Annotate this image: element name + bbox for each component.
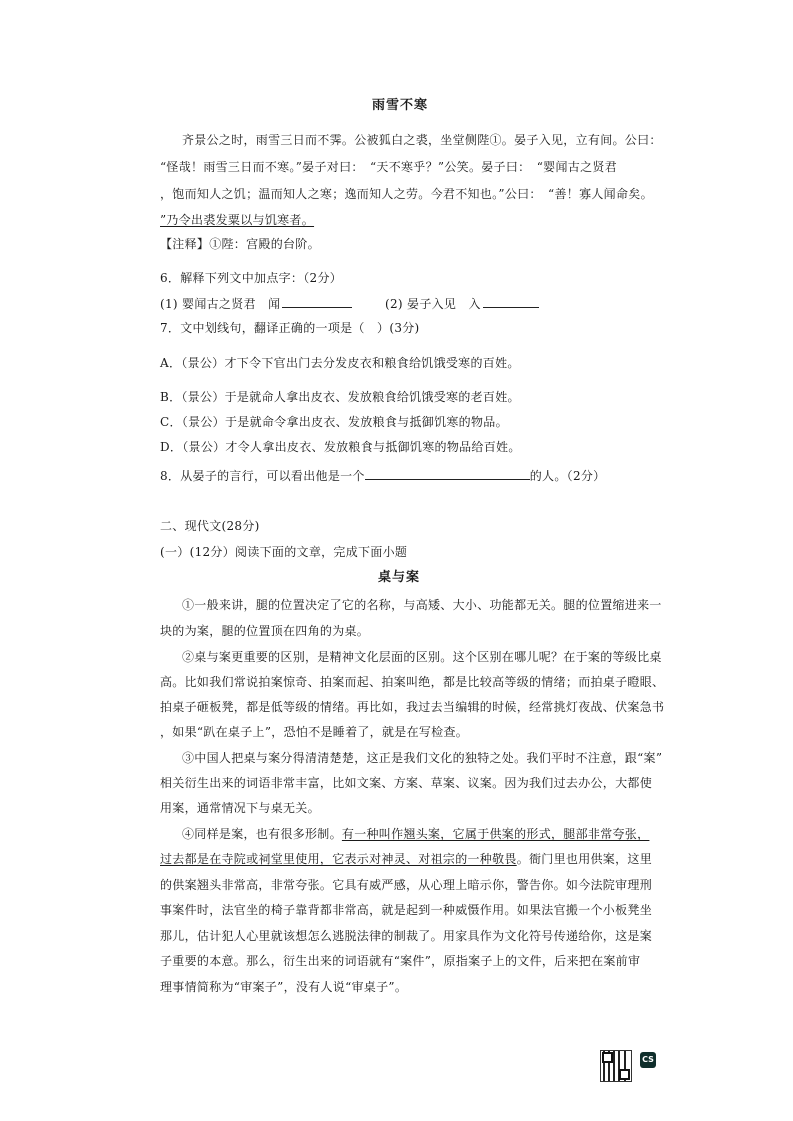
- article-line: 高。比如我们常说拍案惊奇、拍案而起、拍案叫绝，都是比较高等级的情绪；而拍桌子瞪眼、: [160, 675, 665, 689]
- article-line: [182, 826, 649, 842]
- question-6-item-2: [385, 295, 539, 312]
- article-line: 拍桌子砸板凳，都是低等级的情绪。再比如，我过去当编辑的时候，经常挑灯夜战、伏案急书: [160, 700, 665, 714]
- question-8-suffix: 的人。（2分）: [529, 469, 606, 483]
- article-line: ③中国人把桌与案分得清清楚楚，这正是我们文化的独特之处。我们平时不注意，跟“案”: [182, 751, 663, 765]
- option-c: C．（景公）于是就命令拿出皮衣、发放粮食与抵御饥寒的物品。: [160, 415, 508, 429]
- article-line: 子重要的本意。那么，衍生出来的词语就有“案件”，原指案子上的文件，后来把在案前审: [160, 954, 641, 968]
- annotation-note: 【注释】①陛：宫殿的台阶。: [160, 237, 320, 251]
- article-title: 桌与案: [378, 570, 421, 585]
- answer-blank[interactable]: [365, 467, 530, 480]
- question-6-item-1-text: (1) 婴闻古之贤君 闻: [160, 297, 281, 311]
- answer-blank[interactable]: [282, 295, 352, 308]
- passage-line: 齐景公之时，雨雪三日而不霁。公被狐白之裘，坐堂侧陛①。晏子入见，立有间。公曰：: [182, 133, 662, 147]
- article-line-text: 。衙门里也用供案，这里: [516, 852, 653, 866]
- question-6-item-2-text: (2) 晏子入见 入: [385, 297, 481, 311]
- underlined-sentence: 有一种叫作翘头案，它属于供案的形式，腿部非常夸张，: [341, 827, 650, 841]
- question-8-prefix: 8．从晏子的言行，可以看出他是一个: [160, 469, 365, 483]
- question-7: 7．文中划线句，翻译正确的一项是（ ）(3分): [160, 321, 420, 335]
- question-6-item-1: [160, 295, 352, 312]
- option-d: D．（景公）才令人拿出皮衣、发放粮食与抵御饥寒的物品给百姓。: [160, 440, 521, 454]
- article-line: 理事情简称为“审案子”，没有人说“审桌子”。: [160, 980, 408, 994]
- article-line: ，如果“趴在桌子上”，恐怕不是睡着了，就是在写检查。: [160, 725, 469, 739]
- article-line: 用案，通常情况下与桌无关。: [160, 801, 320, 815]
- question-6: 6．解释下列文中加点字：（2分）: [160, 271, 343, 285]
- passage-line: ，饱而知人之饥；温而知人之寒；逸而知人之劳。今君不知也。”公曰： “善！寡人闻命矣。: [160, 187, 653, 201]
- article-line: 相关衍生出来的词语非常丰富，比如文案、方案、草案、议案。因为我们过去办公，大都使: [160, 776, 653, 790]
- article-line: 事案件时，法官坐的椅子靠背都非常高，就是起到一种威慑作用。如果法官搬一个小板凳坐: [160, 903, 653, 917]
- sub-heading: (一）(12分）阅读下面的文章，完成下面小题: [160, 545, 408, 559]
- article-line: 的供案翘头非常高，非常夸张。它具有威严感，从心理上暗示你，警告你。如今法院审理刑: [160, 878, 653, 892]
- qr-code-icon: [600, 1050, 632, 1082]
- question-8: [160, 467, 606, 484]
- answer-blank[interactable]: [483, 295, 539, 308]
- article-line: [160, 851, 652, 867]
- underlined-sentence: ”乃令出裘发粟以与饥寒者。: [160, 213, 315, 227]
- option-b: B．（景公）于是就命人拿出皮衣、发放粮食给饥饿受寒的老百姓。: [160, 390, 520, 404]
- article-line: 块的为案，腿的位置顶在四角的为桌。: [160, 624, 370, 638]
- article-line-text: ④同样是案，也有很多形制。: [182, 827, 342, 841]
- camscanner-logo: CS: [640, 1052, 656, 1068]
- passage-line: “怪哉！雨雪三日而不寒。”晏子对曰： “天不寒乎？”公笑。晏子曰： “婴闻古之贤君: [160, 160, 617, 174]
- article-line: 那儿，估计犯人心里就该想怎么逃脱法律的制裁了。用家具作为文化符号传递给你，这是案: [160, 929, 653, 943]
- article-line: ①一般来讲，腿的位置决定了它的名称，与高矮、大小、功能都无关。腿的位置缩进来一: [182, 598, 662, 612]
- article-line: ②桌与案更重要的区别，是精神文化层面的区别。这个区别在哪儿呢？在于案的等级比桌: [182, 650, 662, 664]
- section-heading: 二、现代文(28分): [160, 519, 260, 533]
- underlined-sentence: 过去都是在寺院或祠堂里使用，它表示对神灵、对祖宗的一种敬畏: [160, 852, 517, 866]
- passage-title: 雨雪不寒: [372, 98, 429, 113]
- option-a: A．（景公）才下令下官出门去分发皮衣和粮食给饥饿受寒的百姓。: [160, 356, 520, 370]
